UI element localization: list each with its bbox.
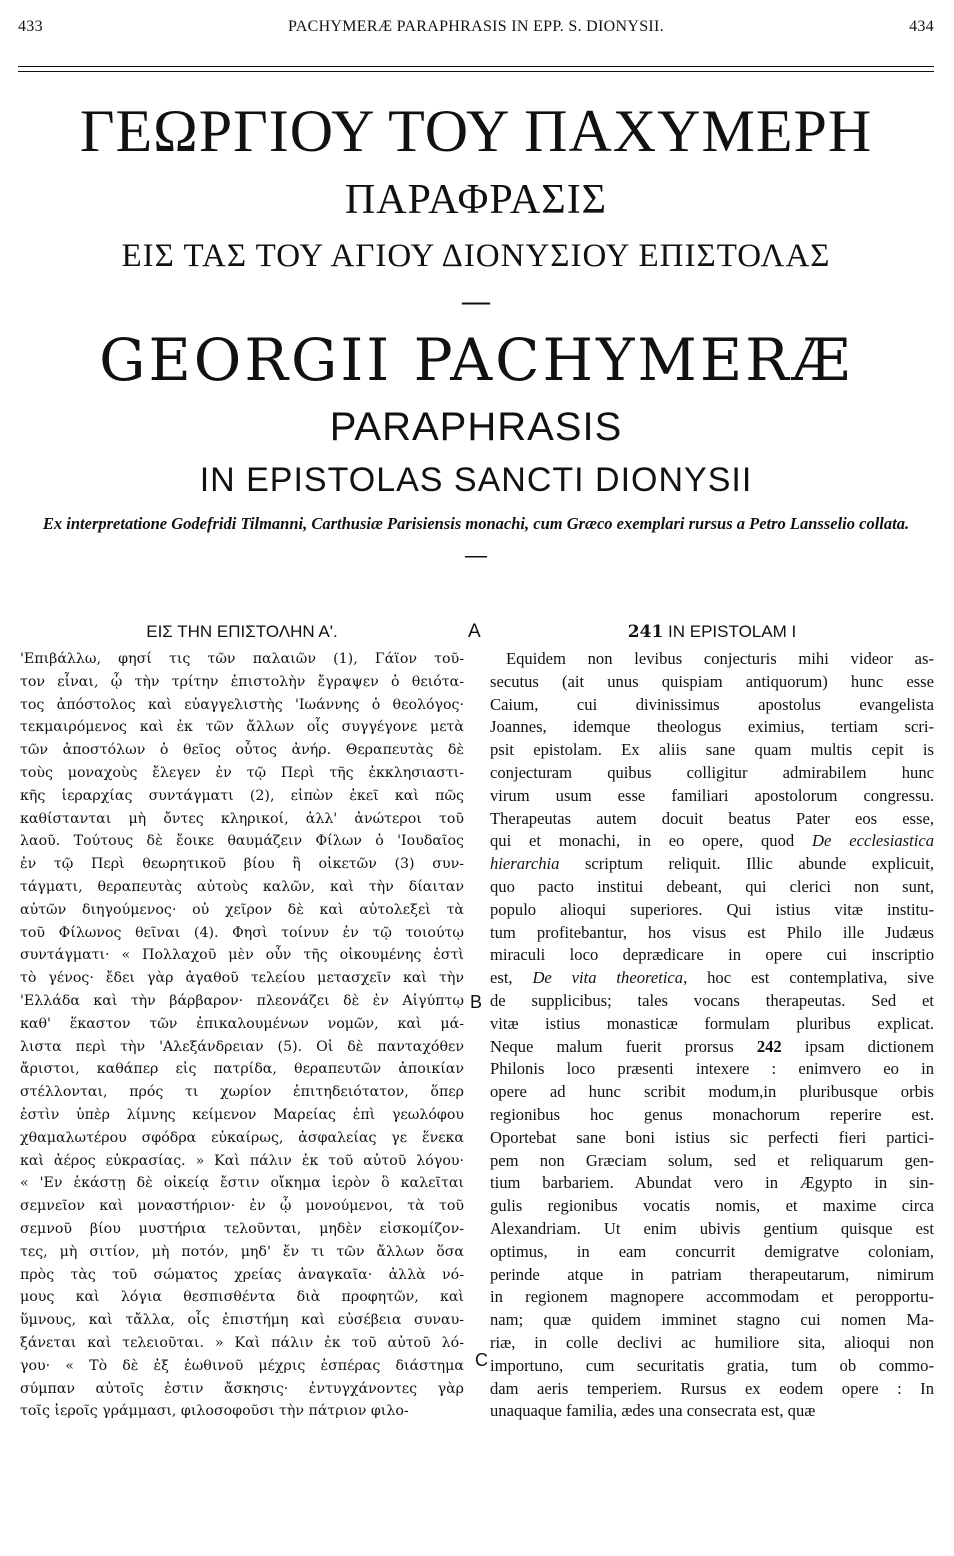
latin-text-line: pem non Græciam solum, sed et reliquarum gen- xyxy=(490,1150,934,1170)
greek-text-line: γου· « Τὸ δὲ ἐξ ἑωθινοῦ μέχρις ἑσπέρας διάστημα xyxy=(20,1357,464,1374)
work-title: De ecclesiastica xyxy=(812,831,934,851)
greek-text-line: ἄριστοι, καθάπερ εἰς πατρίδα, θεραπευτῶν ἀποικίαν xyxy=(20,1061,464,1078)
latin-author-title: GEORGII PACHYMERÆ xyxy=(99,326,853,394)
margin-letter-c: C xyxy=(475,1350,488,1370)
latin-text-line: vitæ istius monasticæ formulam pluribus explicat. xyxy=(490,1013,934,1033)
running-title: PACHYMERÆ PARAPHRASIS IN EPP. S. DIONYSII. xyxy=(288,18,664,35)
latin-text-line: tum profitebantur, hos visus est Philo ille Judæus xyxy=(490,922,934,942)
latin-text-line: unaquaque familia, ædes una consecrata est, quæ xyxy=(490,1401,816,1421)
greek-text-line: « 'Εν ἑκάστῃ δὲ οἰκείᾳ ἔστιν οἴκημα ἱερὸν ὃ καλεῖται xyxy=(20,1175,464,1192)
latin-text-line: populo alioqui superiores. Qui istius vitæ institu- xyxy=(490,899,934,919)
latin-column-heading xyxy=(490,620,934,644)
greek-text-line: τοὺς μοναχοὺς ἔλεγεν ἐν τῷ Περὶ τῆς ἐκκλησιαστι- xyxy=(20,764,464,781)
greek-text-line: συντάγματι· « Πολλαχοῦ μὲν οὖν τῆς οἰκουμένης ἐστὶ xyxy=(20,947,464,964)
greek-text-line: τῶν ἀποστόλων ὁ θεῖος οὗτος ἀνήρ. Θεραπευτὰς δὲ xyxy=(20,742,464,759)
column-number: 242 xyxy=(756,1036,782,1056)
latin-text-line: Philonis loco præsenti intexere : enimvero eo in xyxy=(490,1059,934,1079)
greek-text-line: καὶ ἀέρος εὐκρασίας. » Καὶ πάλιν ἐκ τοῦ αὐτοῦ λόγου· xyxy=(20,1152,464,1169)
greek-text-line: σεμνοῦ βίου μυστήρια τελοῦνται, μηδὲν εἰσκομίζον- xyxy=(20,1220,464,1237)
latin-text-line: Therapeutas autem docuit beatus Pater eos esse, xyxy=(490,808,934,828)
latin-text-line: qui et monachi, in eo opere, quod De ecclesiastica xyxy=(490,831,934,851)
latin-text-line: secutus (ait unus quispiam antiquorum) hunc esse xyxy=(490,671,934,691)
greek-text-line: καθ' ἕκαστον τῶν ἐπικαλουμένων νομῶν, καὶ μά- xyxy=(20,1015,464,1032)
greek-text-line: ξάνεται καὶ τελειοῦται. » Καὶ πάλιν ἐκ τοῦ αὐτοῦ λό- xyxy=(20,1334,464,1351)
greek-author-title: ΓΕΩΡΓΙΟΥ ΤΟΥ ΠΑΧΥΜΕΡΗ xyxy=(79,98,873,164)
greek-text-line: τεκμαιρόμενος καὶ ἐκ τῶν ἄλλων οἷς συγγέγονε μετὰ xyxy=(20,719,464,736)
page-number-right: 434 xyxy=(909,18,934,35)
latin-work-title: PARAPHRASIS xyxy=(329,405,623,449)
greek-text-line: αὐτῶν διηγούμενος· οὐ χεῖρον δὲ καὶ αὐτολεξεὶ τὰ xyxy=(20,901,464,918)
latin-text-line: Alexandriam. Ut enim ubivis gentium quisque est xyxy=(490,1218,934,1238)
running-head xyxy=(18,18,934,42)
latin-subject-title: IN EPISTOLAS SANCTI DIONYSII xyxy=(199,461,753,499)
latin-text-line: nam; quæ quidem imminet stagno cui nomen Ma- xyxy=(490,1310,934,1330)
latin-text-line: Equidem non levibus conjecturis mihi videor as- xyxy=(506,649,934,668)
greek-text-line: τον εἶναι, ᾧ τὴν τρίτην ἐπιστολὴν ἔγραψεν ὁ θειότα- xyxy=(20,673,464,690)
title-block xyxy=(18,96,934,572)
greek-text-line: τοῖς ἱεροῖς γράμμασι, φιλοσοφοῦσι τὴν πάτριον φιλο- xyxy=(20,1403,409,1420)
margin-letter-a: A xyxy=(468,621,481,642)
latin-text-line: miraculi loco deprædicare in opere cui inscriptio xyxy=(490,945,934,965)
greek-text-line: λαοῦ. Τούτους δὲ ἔοικε θαυμάζειν Φίλων ὁ 'Ιουδαῖος xyxy=(20,833,464,850)
latin-text-body xyxy=(490,648,934,1423)
interpretation-note: Ex interpretatione Godefridi Tilmanni, Carthusiæ Parisiensis monachi, cum Græco exemplari rursus a Petro Lansselio collata. xyxy=(42,514,910,533)
greek-text-line: χθαμαλωτέρου σφόδρα εὐκαίρως, ἀσφαλείας γε ἕνεκα xyxy=(20,1129,464,1146)
work-title: De vita theoretica xyxy=(532,968,684,988)
page-number-left: 433 xyxy=(18,18,43,35)
greek-text-line: σύμπαν αὐτοῖς ἐστιν ἄσκησις· ἐντυγχάνοντες γὰρ xyxy=(20,1380,464,1397)
greek-work-title: ΠΑΡΑΦΡΑΣΙΣ xyxy=(344,177,608,223)
greek-column xyxy=(20,620,464,1423)
latin-text-line: gulis regionibus vocatis nomis, et maxime circa xyxy=(490,1196,934,1216)
greek-text-line: σεμνεῖον καὶ μοναστήριον· ἐν ᾧ μονούμενοι, τὰ τοῦ xyxy=(20,1198,464,1215)
latin-text-line: de supplicibus; tales vocans therapeutas. Sed et xyxy=(490,990,934,1010)
greek-text-line: τάγματι, θεραπευτὰς αὐτοὺς καλῶν, καὶ τὴν δίαιταν xyxy=(20,878,464,895)
latin-text-line: psit epistolam. Ex aliis sane quam multis cepit is xyxy=(490,740,934,760)
greek-text-line: λιστα περὶ τὴν 'Αλεξάνδρειαν (5). Οἱ δὲ πανταχόθεν xyxy=(20,1038,464,1055)
latin-heading-text: IN EPISTOLAM I xyxy=(668,622,797,641)
latin-text-line: importuno, cum securitatis gratia, tum ob commo- xyxy=(490,1355,934,1375)
latin-text-line: virum usum esse familiari apostolorum congressu. xyxy=(490,785,934,805)
column-number: 241 xyxy=(627,622,664,642)
latin-text-line: riæ, in colle declivi ac humiliore sita, alioqui non xyxy=(490,1332,934,1352)
work-title: hierarchia xyxy=(490,854,560,874)
greek-text-line: κῆς ἱεραρχίας συντάγματι (2), εἰπὼν ἐκεῖ καὶ πῶς xyxy=(20,787,464,804)
greek-text-line: τοῦ Φίλωνος θεῖναι (4). Φησὶ τοίνυν ἐν τῷ τοιούτῳ xyxy=(20,924,464,941)
greek-text-line: ἐστὶν ὑπὲρ λίμνης κείμενον Μαρείας ἐπὶ γεωλόφου xyxy=(20,1106,464,1123)
title-separator: — xyxy=(462,286,490,317)
greek-text-line: μους καὶ λόγια θεσπισθέντα διὰ προφητῶν, καὶ xyxy=(20,1289,464,1306)
latin-column xyxy=(490,620,934,1423)
greek-text-line: ἐν τῷ Περὶ θεωρητικοῦ βίου ἢ οἰκετῶν (3) συν- xyxy=(20,856,464,873)
greek-text-line: πρὸς τὰς τοῦ σώματος χρείας ἀναγκαῖα· ἀλλὰ νό- xyxy=(20,1266,464,1283)
greek-subject-title: ΕΙΣ ΤΑΣ ΤΟΥ ΑΓΙΟΥ ΔΙΟΝΥΣΙΟΥ ΕΠΙΣΤΟΛΑΣ xyxy=(121,238,831,274)
latin-text-line: in regionem magnopere accommodam et peropportu- xyxy=(490,1287,934,1307)
header-rule-double xyxy=(18,71,934,72)
latin-text-line: dam aeris temperiem. Rursus ex eodem opere : In xyxy=(490,1378,934,1398)
latin-text-line: est, De vita theoretica, hoc est contemplativa, sive xyxy=(490,968,934,988)
latin-text-line: quo pacto institui debeant, qui clerici non sunt, xyxy=(490,876,934,896)
greek-text-line: ὕμνους, καὶ τἄλλα, οἷς ἐπιστήμη καὶ εὐσέβεια συναυ- xyxy=(20,1312,464,1329)
latin-text-line: optimus, in eam concurrit demigratve coloniam, xyxy=(490,1241,934,1261)
latin-text-line: Caium, cui divinissimus apostolus evangelista xyxy=(490,694,934,714)
greek-text-line: 'Ελλάδα καὶ τὴν βάρβαρον· πλεονάζει δὲ ἐν Αἰγύπτῳ xyxy=(20,992,464,1009)
latin-text-line: hierarchia scriptum reliquit. Illic abunde explicuit, xyxy=(490,854,934,874)
greek-text-body xyxy=(20,648,464,1423)
greek-text-line: 'Επιβάλλω, φησί τις τῶν παλαιῶν (1), Γάϊον τοῦ- xyxy=(20,651,464,667)
greek-text-line: τὸ γένος· ἔδει γὰρ ἀγαθοῦ τελείου μετασχεῖν καὶ τὴν xyxy=(20,970,464,987)
greek-text-line: καθίστανται μὴ ὄντες κληρικοί, ἀλλ' ἀνώτεροι τοῦ xyxy=(20,810,464,827)
latin-text-line: tium barbariem. Abundat vero in Ægypto in sin- xyxy=(490,1173,934,1193)
latin-text-line: opere ad hunc scribit modum,in pluribusque orbis xyxy=(490,1082,934,1102)
latin-text-line: Joannes, idemque theologus eximius, tertiam scri- xyxy=(490,717,934,737)
latin-text-line: regionibus hoc genus monachorum reperire est. xyxy=(490,1104,934,1124)
margin-letter-b: B xyxy=(470,992,483,1012)
latin-text-line: Neque malum fuerit prorsus 242 ipsam dictionem xyxy=(490,1036,934,1056)
header-rule xyxy=(18,66,934,67)
section-separator: — xyxy=(465,542,487,567)
greek-text-line: τες, μὴ σιτίον, μὴ ποτόν, μηδ' ἔν τι τῶν ἄλλων ὅσα xyxy=(20,1243,464,1260)
latin-text-line: conjecturam quibus colligitur admirabilem hunc xyxy=(490,762,934,782)
latin-text-line: Oportebat sane boni istius sic perfecti fieri partici- xyxy=(490,1127,934,1147)
greek-column-heading: ΕΙΣ ΤΗΝ ΕΠΙΣΤΟΛΗΝ Α'. xyxy=(146,622,338,641)
greek-text-line: τος ἀπόστολος καὶ εὐαγγελιστὴς 'Ιωάννης ὁ θεολόγος· xyxy=(20,696,464,713)
greek-text-line: στέλλονται, πρός τι χωρίον ἐπιτηδειότατον, ὅπερ xyxy=(20,1084,464,1101)
latin-text-line: perinde atque in patriam therapeutarum, nimirum xyxy=(490,1264,934,1284)
